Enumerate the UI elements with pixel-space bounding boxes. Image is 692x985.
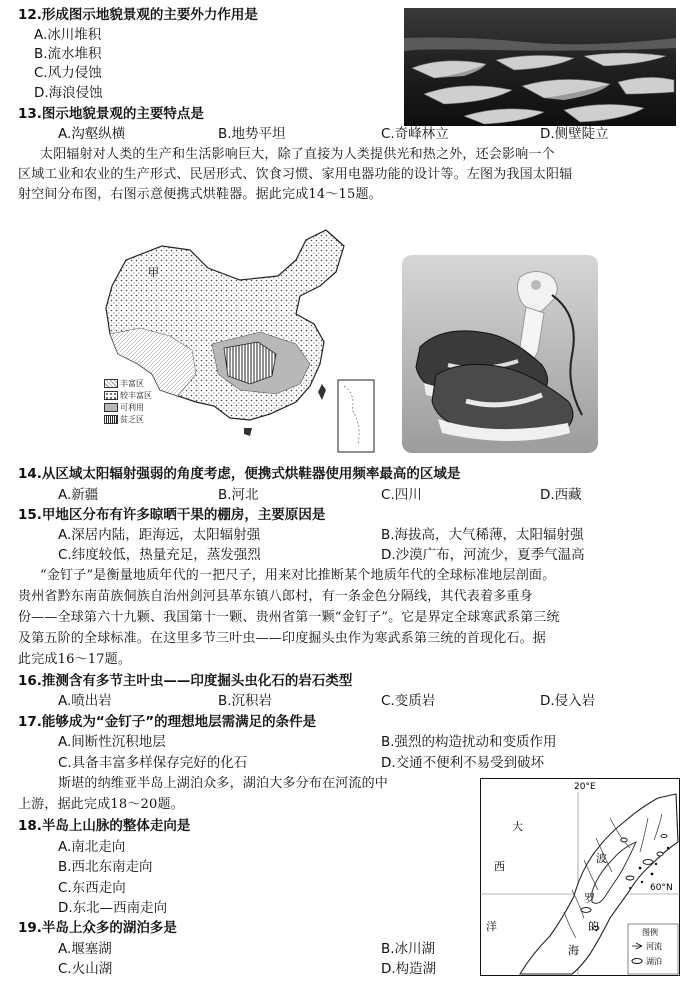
usable-swatch bbox=[104, 403, 118, 412]
lake-legend-icon bbox=[632, 959, 642, 964]
q19-option-b: B.冰川湖 bbox=[381, 941, 436, 957]
scandinavia-map bbox=[480, 778, 680, 976]
q15-stem: 15.甲地区分布有许多晾晒干果的棚房，主要原因是 bbox=[18, 507, 326, 523]
q12-stem: 12.形成图示地貌景观的主要外力作用是 bbox=[18, 7, 258, 23]
q13-option-b: B.地势平坦 bbox=[218, 126, 286, 142]
q12-option-a: A.冰川堆积 bbox=[34, 27, 102, 43]
q13-stem: 13.图示地貌景观的主要特点是 bbox=[18, 106, 204, 122]
legend-rich bbox=[104, 390, 152, 401]
q19-option-c: C.火山湖 bbox=[58, 961, 113, 977]
legend-usable-label: 可利用 bbox=[120, 403, 144, 412]
q14-option-d: D.西藏 bbox=[540, 487, 582, 503]
q17-option-a: A.间断性沉积地层 bbox=[58, 734, 166, 750]
region-jia-label: 甲 bbox=[148, 266, 159, 279]
scandi-legend-lake: 湖泊 bbox=[646, 957, 662, 966]
q13-option-c: C.奇峰林立 bbox=[381, 126, 449, 142]
q15-option-c: C.纬度较低，热量充足，蒸发强烈 bbox=[58, 547, 261, 563]
q18-option-d: D.东北—西南走向 bbox=[58, 900, 168, 916]
q16-option-a: A.喷出岩 bbox=[58, 693, 112, 709]
q17-stem: 17.能够成为“金钉子”的理想地层需满足的条件是 bbox=[18, 714, 317, 730]
q15-option-b: B.海拔高，大气稀薄，太阳辐射强 bbox=[381, 527, 584, 543]
passage2-line-1: “金钉子”是衡量地质年代的一把尺子，用来对比推断某个地质年代的全球标准地层剖面。 bbox=[40, 568, 556, 583]
q14-stem: 14.从区域太阳辐射强弱的角度考虑，便携式烘鞋器使用频率最高的区域是 bbox=[18, 466, 461, 482]
q13-option-a: A.沟壑纵横 bbox=[58, 126, 126, 142]
q18-option-a: A.南北走向 bbox=[58, 839, 126, 855]
q19-stem: 19.半岛上众多的湖泊多是 bbox=[18, 920, 177, 936]
legend-poor bbox=[104, 414, 144, 425]
sea-char-1: 大 bbox=[512, 820, 523, 833]
passage2-line-5: 此完成16～17题。 bbox=[18, 652, 132, 667]
q12-option-d: D.海浪侵蚀 bbox=[34, 85, 103, 101]
sea-char-6: 的 bbox=[588, 920, 599, 933]
q14-option-c: C.四川 bbox=[381, 487, 422, 503]
q15-option-a: A.深居内陆，距海远，太阳辐射强 bbox=[58, 527, 261, 543]
scandi-legend-river: 河流 bbox=[646, 942, 662, 951]
q16-stem: 16.推测含有多节主叶虫——印度掘头虫化石的岩石类型 bbox=[18, 673, 353, 689]
scandi-legend-title: 图例 bbox=[642, 928, 658, 937]
legend-plenty bbox=[104, 378, 144, 389]
q12-option-b: B.流水堆积 bbox=[34, 46, 102, 62]
sea-char-2: 西 bbox=[494, 860, 505, 873]
q17-option-b: B.强烈的构造扰动和变质作用 bbox=[381, 734, 557, 750]
q14-option-a: A.新疆 bbox=[58, 487, 99, 503]
q18-stem: 18.半岛上山脉的整体走向是 bbox=[18, 818, 191, 834]
passage1-line-1: 太阳辐射对人类的生产和生活影响巨大，除了直接为人类提供光和热之外，还会影响一个 bbox=[40, 147, 555, 162]
legend-rich-label: 较丰富区 bbox=[120, 391, 152, 400]
rich-swatch bbox=[104, 391, 118, 400]
lon-20e-label: 20°E bbox=[574, 782, 596, 792]
sea-char-3: 洋 bbox=[486, 920, 497, 933]
q15-option-d: D.沙漠广布，河流少，夏季气温高 bbox=[381, 547, 585, 563]
q18-option-c: C.东西走向 bbox=[58, 880, 126, 896]
q17-option-c: C.具备丰富多样保存完好的化石 bbox=[58, 755, 248, 771]
passage3-line-2: 上游，据此完成18～20题。 bbox=[18, 797, 184, 812]
sea-char-4: 波 bbox=[596, 852, 607, 865]
q16-option-d: D.侵入岩 bbox=[540, 693, 596, 709]
q13-option-d: D.侧壁陡立 bbox=[540, 126, 609, 142]
sea-char-5: 罗 bbox=[584, 892, 595, 905]
q14-option-b: B.河北 bbox=[218, 487, 259, 503]
legend-plenty-label: 丰富区 bbox=[120, 379, 144, 388]
legend-usable bbox=[104, 402, 144, 413]
q19-option-a: A.堰塞湖 bbox=[58, 941, 112, 957]
shoe-dryer-photo bbox=[402, 255, 598, 453]
q18-option-b: B.西北东南走向 bbox=[58, 859, 153, 875]
q16-option-b: B.沉积岩 bbox=[218, 693, 273, 709]
passage1-line-2: 区域工业和农业的生产形式、民居形式、饮食习惯、家用电器功能的设计等。左图为我国太阳辐 bbox=[18, 167, 573, 182]
plenty-swatch bbox=[104, 379, 118, 388]
q12-option-c: C.风力侵蚀 bbox=[34, 65, 102, 81]
passage2-line-3: 份——全球第六十九颗、我国第十一颗、贵州省第一颗“金钉子”。它是界定全球寒武系第三统 bbox=[18, 610, 560, 625]
legend-poor-label: 贫乏区 bbox=[120, 415, 144, 424]
q17-option-d: D.交通不便利不易受到破坏 bbox=[381, 755, 545, 771]
passage3-line-1: 斯堪的纳维亚半岛上湖泊众多，湖泊大多分布在河流的中 bbox=[58, 776, 389, 791]
q19-option-d: D.构造湖 bbox=[381, 961, 437, 977]
poor-swatch bbox=[104, 415, 118, 424]
q16-option-c: C.变质岩 bbox=[381, 693, 436, 709]
passage2-line-2: 贵州省黔东南苗族侗族自治州剑河县革东镇八郎村，有一条金色分隔线，其代表着多重身 bbox=[18, 589, 533, 604]
passage1-line-3: 射空间分布图，右图示意便携式烘鞋器。据此完成14～15题。 bbox=[18, 187, 382, 202]
passage2-line-4: 及第五阶的全球标准。在这里多节三叶虫——印度掘头虫作为寒武系第三统的首现化石。据 bbox=[18, 631, 547, 646]
sea-char-7: 海 bbox=[568, 944, 579, 957]
lat-60n-label: 60°N bbox=[650, 883, 673, 893]
landform-photo bbox=[404, 8, 676, 126]
